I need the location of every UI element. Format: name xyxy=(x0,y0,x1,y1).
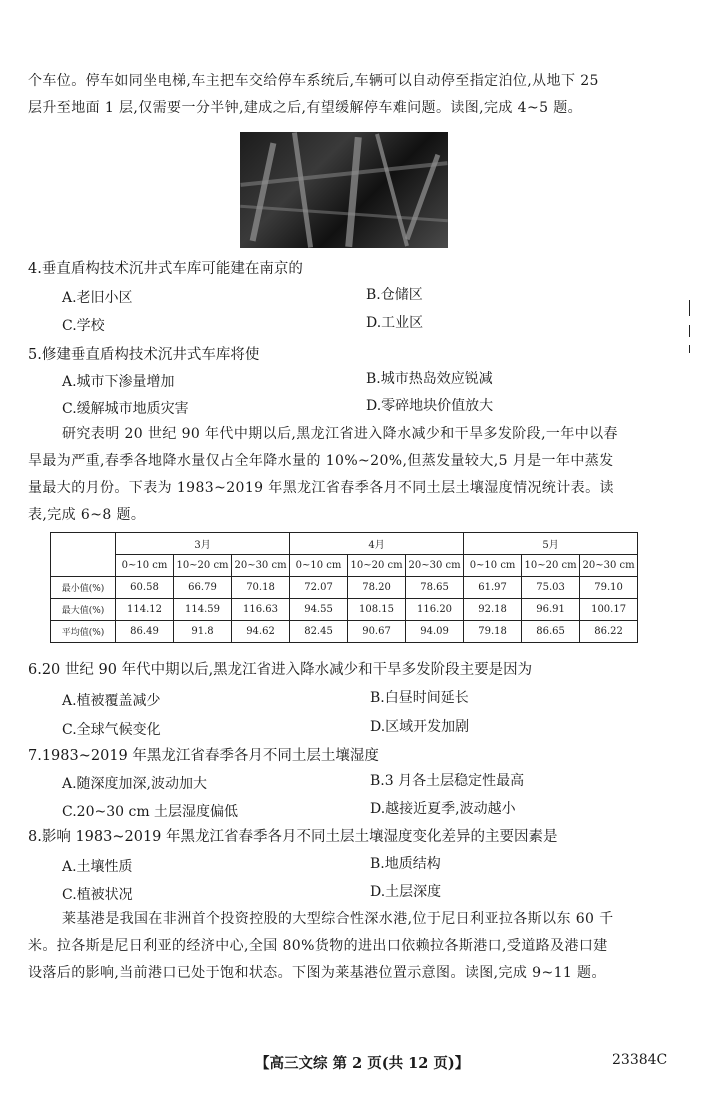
garage-photo xyxy=(240,132,448,248)
q8-option-b: B.地质结构 xyxy=(370,856,441,872)
table-row-label: 平均值(%) xyxy=(51,621,116,643)
q8-stem: 8.影响 1983~2019 年黑龙江省春季各月不同土层土壤湿度变化差异的主要因素是 xyxy=(28,829,558,845)
table-depth-header: 10~20 cm xyxy=(348,555,406,577)
table-cell: 61.97 xyxy=(464,577,522,599)
table-cell: 79.10 xyxy=(580,577,638,599)
q7-option-c: C.20~30 cm 土层湿度偏低 xyxy=(62,804,239,820)
table-cell: 70.18 xyxy=(232,577,290,599)
table-cell: 86.49 xyxy=(116,621,174,643)
intro1-line2: 层升至地面 1 层,仅需要一分半钟,建成之后,有望缓解停车难问题。读图,完成 4~5 题。 xyxy=(28,100,583,116)
q7-stem: 7.1983~2019 年黑龙江省春季各月不同土层土壤湿度 xyxy=(28,748,379,764)
binding-mark xyxy=(689,300,690,316)
q7-option-d: D.越接近夏季,波动越小 xyxy=(370,801,516,817)
table-depth-header: 20~30 cm xyxy=(580,555,638,577)
intro1-line1: 个车位。停车如同坐电梯,车主把车交给停车系统后,车辆可以自动停至指定泊位,从地下 25 xyxy=(28,73,599,89)
table-depth-header: 10~20 cm xyxy=(174,555,232,577)
q5-stem: 5.修建垂直盾构技术沉井式车库将使 xyxy=(28,347,260,363)
table-cell: 114.59 xyxy=(174,599,232,621)
exam-code: 23384C xyxy=(612,1052,668,1068)
table-month-header: 3月 xyxy=(116,533,290,555)
table-cell: 94.09 xyxy=(406,621,464,643)
q4-option-c: C.学校 xyxy=(62,318,105,334)
table-cell: 94.62 xyxy=(232,621,290,643)
q6-stem: 6.20 世纪 90 年代中期以后,黑龙江省进入降水减少和干旱多发阶段主要是因为 xyxy=(28,662,533,678)
table-cell: 72.07 xyxy=(290,577,348,599)
table-corner-cell xyxy=(51,533,116,577)
table-depth-header: 20~30 cm xyxy=(406,555,464,577)
page-footer: 【高三文综 第 2 页(共 12 页)】 xyxy=(255,1055,470,1072)
table-cell: 75.03 xyxy=(522,577,580,599)
q4-option-a: A.老旧小区 xyxy=(62,290,133,306)
table-row xyxy=(51,621,638,643)
intro3-line3: 设落后的影响,当前港口已处于饱和状态。下图为莱基港位置示意图。读图,完成 9~11 题。 xyxy=(28,965,606,981)
table-cell: 116.63 xyxy=(232,599,290,621)
table-row-label: 最小值(%) xyxy=(51,577,116,599)
table-cell: 94.55 xyxy=(290,599,348,621)
table-row-label: 最大值(%) xyxy=(51,599,116,621)
binding-mark xyxy=(689,345,690,353)
q6-option-c: C.全球气候变化 xyxy=(62,722,161,738)
q5-option-d: D.零碎地块价值放大 xyxy=(366,398,494,414)
q8-option-d: D.土层深度 xyxy=(370,884,442,900)
table-cell: 91.8 xyxy=(174,621,232,643)
table-depth-header: 0~10 cm xyxy=(464,555,522,577)
table-depth-header: 0~10 cm xyxy=(290,555,348,577)
intro2-line3: 量最大的月份。下表为 1983~2019 年黑龙江省春季各月不同土层土壤湿度情况统计表。读 xyxy=(28,480,614,496)
table-cell: 96.91 xyxy=(522,599,580,621)
q5-option-a: A.城市下渗量增加 xyxy=(62,374,175,390)
q6-option-d: D.区域开发加剧 xyxy=(370,719,470,735)
table-cell: 114.12 xyxy=(116,599,174,621)
intro3-line1: 莱基港是我国在非洲首个投资控股的大型综合性深水港,位于尼日利亚拉各斯以东 60 千 xyxy=(62,911,614,927)
intro2-line1: 研究表明 20 世纪 90 年代中期以后,黑龙江省进入降水减少和干旱多发阶段,一年中以春 xyxy=(62,426,618,442)
table-cell: 60.58 xyxy=(116,577,174,599)
q7-option-a: A.随深度加深,波动加大 xyxy=(62,776,208,792)
table-month-header: 4月 xyxy=(290,533,464,555)
q4-option-d: D.工业区 xyxy=(366,315,424,331)
intro2-line2: 旱最为严重,春季各地降水量仅占全年降水量的 10%~20%,但蒸发量较大,5 月是一年中蒸发 xyxy=(28,453,614,469)
q5-option-c: C.缓解城市地质灾害 xyxy=(62,401,189,417)
table-cell: 116.20 xyxy=(406,599,464,621)
table-depth-header: 10~20 cm xyxy=(522,555,580,577)
table-depth-header: 20~30 cm xyxy=(232,555,290,577)
table-cell: 66.79 xyxy=(174,577,232,599)
table-cell: 90.67 xyxy=(348,621,406,643)
q4-option-b: B.仓储区 xyxy=(366,287,423,303)
q6-option-a: A.植被覆盖减少 xyxy=(62,693,161,709)
q8-option-a: A.土壤性质 xyxy=(62,859,133,875)
table-cell: 79.18 xyxy=(464,621,522,643)
q7-option-b: B.3 月各土层稳定性最高 xyxy=(370,773,525,789)
table-row xyxy=(51,599,638,621)
table-cell: 86.65 xyxy=(522,621,580,643)
binding-mark xyxy=(689,325,690,337)
table-depth-header: 0~10 cm xyxy=(116,555,174,577)
soil-moisture-table xyxy=(50,532,638,643)
table-cell: 100.17 xyxy=(580,599,638,621)
q5-option-b: B.城市热岛效应锐减 xyxy=(366,371,493,387)
table-cell: 108.15 xyxy=(348,599,406,621)
intro3-line2: 米。拉各斯是尼日利亚的经济中心,全国 80%货物的进出口依赖拉各斯港口,受道路及港口建 xyxy=(28,938,608,954)
q8-option-c: C.植被状况 xyxy=(62,887,133,903)
table-cell: 82.45 xyxy=(290,621,348,643)
table-cell: 78.20 xyxy=(348,577,406,599)
q4-stem: 4.垂直盾构技术沉井式车库可能建在南京的 xyxy=(28,261,303,277)
table-month-header: 5月 xyxy=(464,533,638,555)
table-cell: 78.65 xyxy=(406,577,464,599)
table-cell: 86.22 xyxy=(580,621,638,643)
table-row xyxy=(51,577,638,599)
q6-option-b: B.白昼时间延长 xyxy=(370,690,469,706)
intro2-line4: 表,完成 6~8 题。 xyxy=(28,507,146,523)
table-cell: 92.18 xyxy=(464,599,522,621)
